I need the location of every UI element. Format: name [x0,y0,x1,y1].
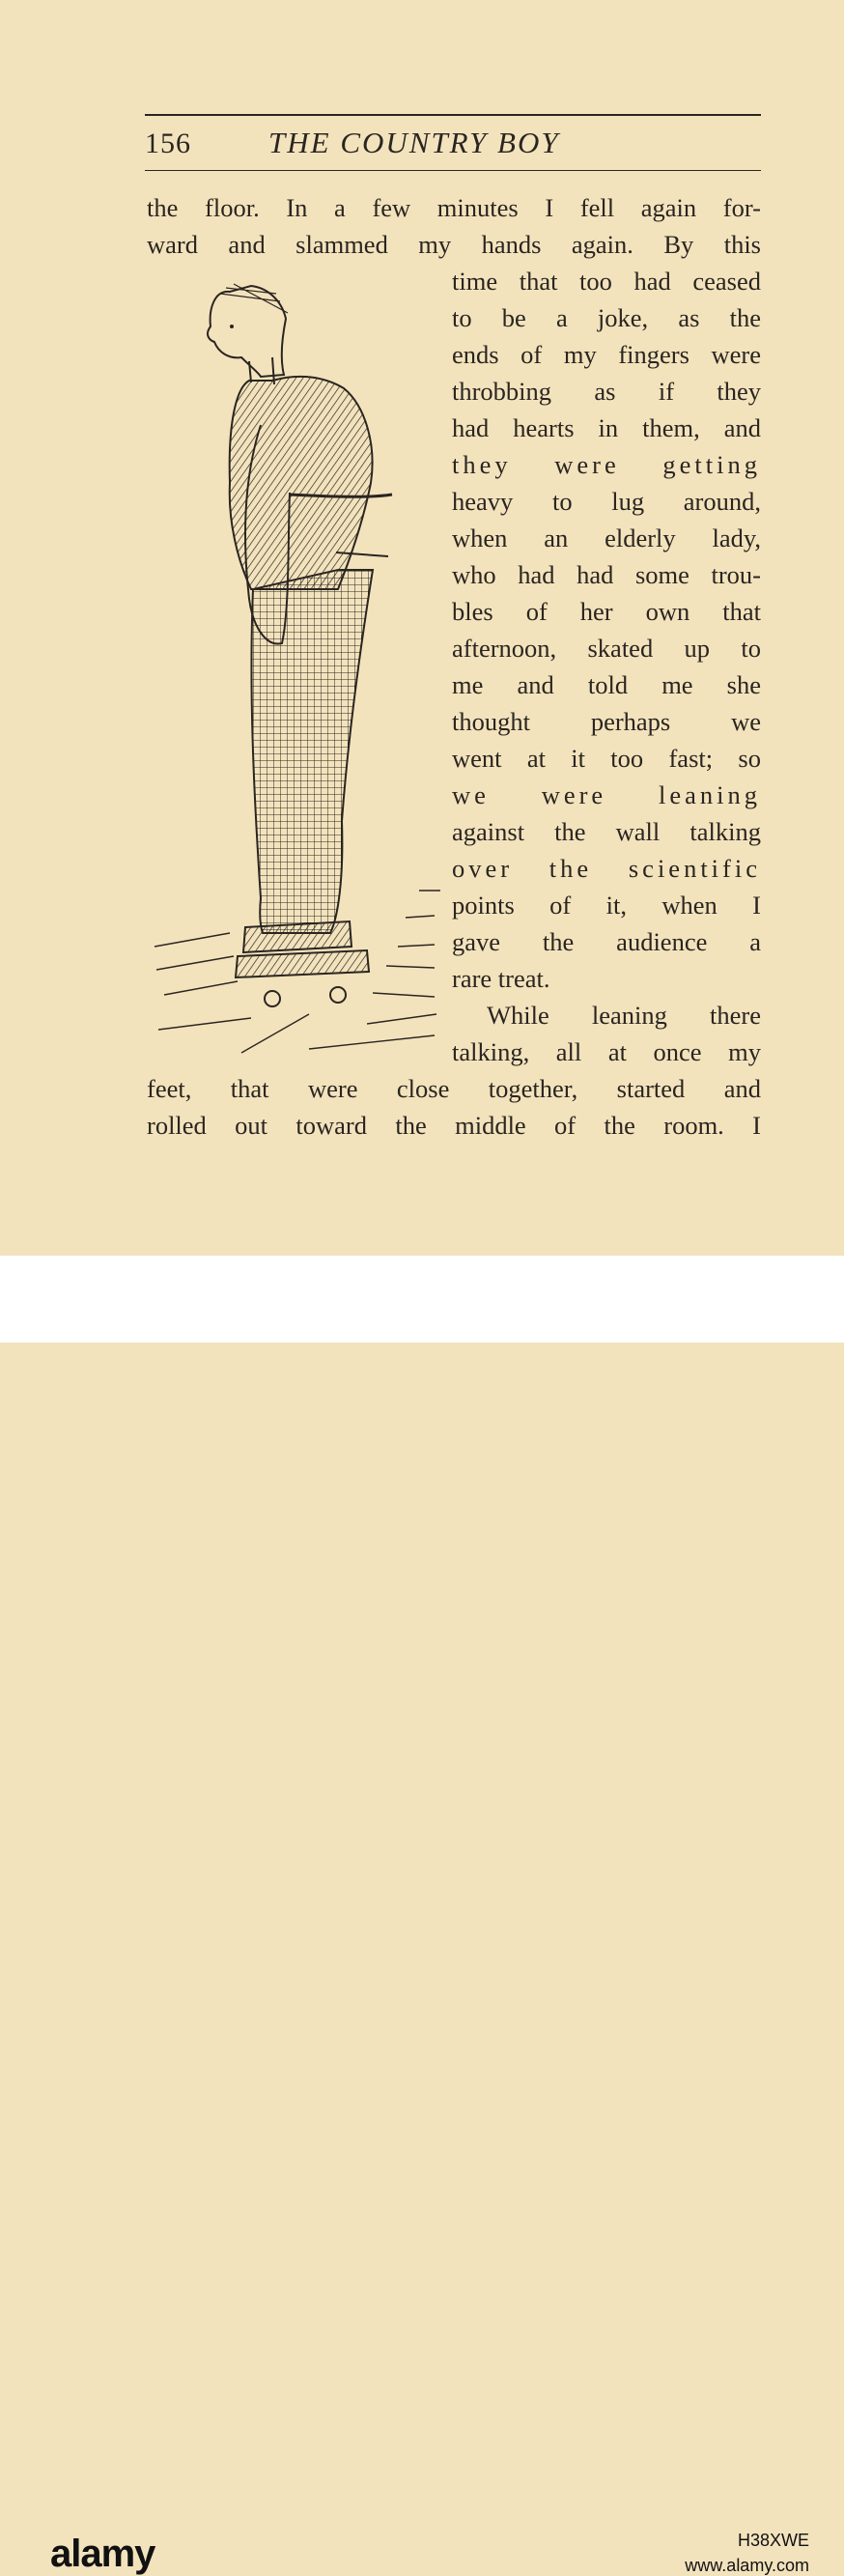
site-url: www.alamy.com [685,2556,809,2575]
text-line: to be a joke, as the [452,303,761,332]
book-page [0,0,844,1256]
text-line: against the wall talking [452,817,761,846]
text-line: While leaning there [487,1001,761,1030]
text-line: time that too had ceased [452,267,761,296]
text-line: they were getting [452,450,761,479]
skater-figure-illustration [145,280,444,1062]
text-line: rolled out toward the middle of the room. I [147,1111,761,1140]
text-line: points of it, when I [452,891,761,920]
watermark-footer [0,1256,844,2575]
page-number: 156 [145,127,191,159]
text-line: when an elderly lady, [452,524,761,552]
text-line: over the scientific [452,854,761,883]
text-line: feet, that were close together, started and [147,1074,761,1103]
text-line: thought perhaps we [452,707,761,736]
text-line: talking, all at once my [452,1037,761,1066]
text-line: went at it too fast; so [452,744,761,773]
running-title: THE COUNTRY BOY [268,126,560,159]
text-line: afternoon, skated up to [452,634,761,663]
text-line: me and told me she [452,670,761,699]
text-line: the floor. In a few minutes I fell again for- [147,193,761,222]
alamy-logo: alamy [50,2533,155,2575]
page-header [145,114,761,174]
text-line: bles of her own that [452,597,761,626]
text-line: ward and slammed my hands again. By this [147,230,761,259]
text-line: we were leaning [452,780,761,809]
text-line: rare treat. [452,964,550,993]
text-line: had hearts in them, and [452,413,761,442]
text-line: who had had some trou- [452,560,761,589]
text-line: ends of my fingers were [452,340,761,369]
text-line: throbbing as if they [452,377,761,406]
image-id: H38XWE [737,2531,809,2550]
text-line: heavy to lug around, [452,487,761,516]
header-rule [145,170,761,171]
text-line: gave the audience a [452,927,761,956]
